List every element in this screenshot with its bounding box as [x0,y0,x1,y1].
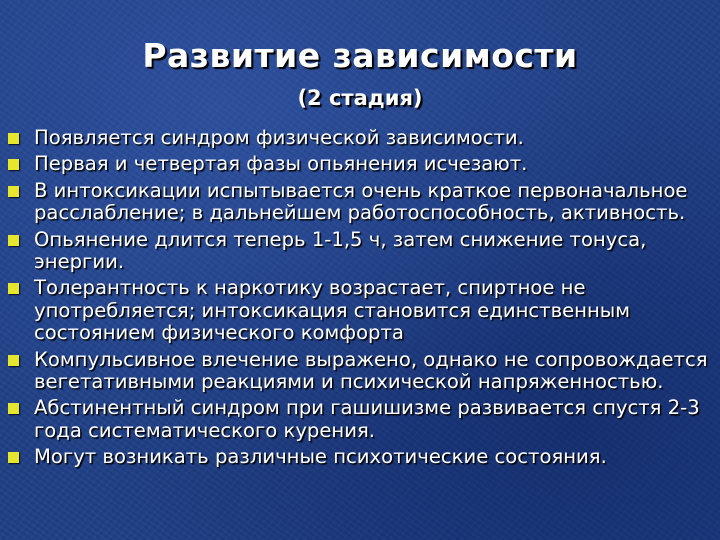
bullet-item [8,127,714,149]
slide-subtitle: (2 стадия) [297,86,423,110]
bullet-item [8,180,714,225]
square-bullet-icon [8,186,19,197]
square-bullet-icon [8,283,19,294]
square-bullet-icon [8,235,19,246]
square-bullet-icon [8,403,19,414]
bullet-text: Могут возникать различные психотические состояния. [34,445,607,469]
square-bullet-icon [8,355,19,366]
bullet-item [8,153,714,175]
square-bullet-icon [8,452,19,463]
bullet-item [8,277,714,344]
bullet-text: Толерантность к наркотику возрастает, спиртное не употребляется; интоксикация становится единственным состоянием физического комфорта [34,276,631,345]
bullet-text: Первая и четвертая фазы опьянения исчезают. [34,152,528,176]
bullet-text: В интоксикации испытывается очень краткое первоначальное расслабление; в дальнейшем работоспособность, активность. [34,178,688,225]
slide-title: Развитие зависимости [142,36,578,75]
bullet-text: Опьянение длится теперь 1-1,5 ч, затем снижение тонуса, энергии. [34,227,647,274]
bullet-text: Абстинентный синдром при гашишизме развивается спустя 2-3 года систематического курения. [34,396,700,442]
bullet-item [8,349,714,394]
bullet-list [8,127,714,473]
bullet-item [8,446,714,468]
bullet-text: Появляется синдром физической зависимости. [34,126,524,149]
bullet-item [8,229,714,274]
bullet-item [8,397,714,442]
bullet-text: Компульсивное влечение выражено, однако не сопровождается вегетативными реакциями и психической напряженностью. [34,347,708,394]
square-bullet-icon [8,159,19,170]
square-bullet-icon [8,133,19,144]
